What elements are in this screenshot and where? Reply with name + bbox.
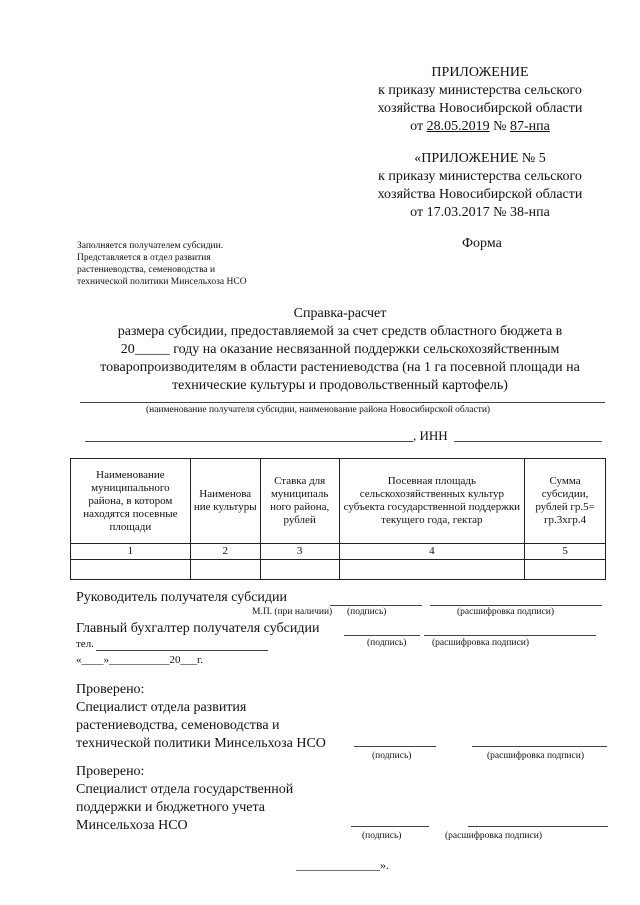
order-date: 28.05.2019 [426, 119, 490, 134]
filling-note [77, 240, 297, 288]
appendix5-line-2: к приказу министерства сельского [378, 169, 582, 184]
appendix5-line-3: хозяйства Новосибирской области [377, 187, 583, 202]
form-label: Форма [462, 236, 502, 251]
column-number: 1 [71, 544, 191, 560]
stamp-caption: М.П. (при наличии) [252, 607, 333, 617]
filling-note-line-2: Представляется в отдел развития [77, 253, 211, 263]
check1-signature-field[interactable] [354, 746, 436, 747]
head-signature-field[interactable] [330, 605, 422, 606]
table-header-row [71, 459, 606, 544]
accountant-name-field[interactable] [424, 635, 596, 636]
check2-line-3: поддержки и бюджетного учета [76, 800, 265, 815]
column-number: 5 [525, 544, 606, 560]
check1-line-4: технической политики Минсельхоза НСО [76, 736, 326, 751]
title-line-3: 20_____ году на оказание несвязанной поддержки сельскохозяйственным [120, 342, 560, 357]
header-rate: Ставка для муниципаль ного района, рублей [260, 459, 339, 544]
check1-line-2: Специалист отдела развития [76, 700, 247, 715]
header-area: Посевная площадь сельскохозяйственных культур субъекта государственной поддержки текущего года, гектар [339, 459, 525, 544]
appendix-line-4 [360, 118, 600, 136]
table-cell[interactable] [525, 560, 606, 580]
header-district: Наименование муниципального района, в котором находятся посевные площади [71, 459, 191, 544]
column-number: 2 [190, 544, 260, 560]
check2-line-4: Минсельхоза НСО [76, 818, 188, 833]
check2-name-field[interactable] [468, 826, 608, 827]
check2-label: Проверено: [76, 764, 145, 779]
inn-label: , ИНН [413, 428, 448, 443]
title-line-1: Справка-расчет [293, 306, 387, 321]
filling-note-line-1: Заполняется получателем субсидии. [77, 241, 224, 251]
table-row [71, 560, 606, 580]
column-number: 4 [339, 544, 525, 560]
title-line-4: товаропроизводителям в области растениеводства (на 1 га посевной площади на [100, 360, 580, 375]
check1-name-field[interactable] [472, 746, 607, 747]
head-label: Руководитель получателя субсидии [76, 590, 288, 605]
phone-field[interactable] [96, 650, 268, 651]
document-title [70, 305, 610, 395]
appendix5-line-4: от 17.03.2017 № 38-нпа [410, 205, 550, 220]
header-sum: Сумма субсидии, рублей гр.5= гр.3хгр.4 [525, 459, 606, 544]
check2-signature-field[interactable] [351, 826, 429, 827]
appendix-line-2: к приказу министерства сельского [378, 83, 582, 98]
filling-note-line-3: растениеводства, семеноводства и [77, 265, 216, 275]
table-cell[interactable] [260, 560, 339, 580]
table-cell[interactable] [339, 560, 525, 580]
header-crop: Наименова ние культуры [190, 459, 260, 544]
table-number-row [71, 544, 606, 560]
accountant-label: Главный бухгалтер получателя субсидии [76, 621, 320, 636]
signature-caption: (подпись) [372, 751, 412, 761]
name-caption: (расшифровка подписи) [432, 638, 529, 648]
table-cell[interactable] [71, 560, 191, 580]
inn-field[interactable] [454, 441, 602, 442]
appendix5-header [360, 150, 600, 222]
name-caption: (расшифровка подписи) [487, 751, 584, 761]
order-number: 87-нпа [509, 119, 550, 134]
order-number-sign: № [489, 119, 510, 134]
column-number: 3 [260, 544, 339, 560]
appendix-line-3: хозяйства Новосибирской области [377, 101, 583, 116]
appendix5-title: «ПРИЛОЖЕНИЕ № 5 [414, 151, 546, 166]
order-date-prefix: от [410, 119, 427, 134]
appendix-title: ПРИЛОЖЕНИЕ [431, 65, 529, 80]
title-line-2: размера субсидии, предоставляемой за счет средств областного бюджета в [117, 324, 563, 339]
closing-line: ______________». [296, 858, 389, 872]
accountant-signature-field[interactable] [344, 635, 420, 636]
calculation-table [70, 458, 606, 580]
signature-caption: (подпись) [347, 607, 387, 617]
check1-line-3: растениеводства, семеноводства и [76, 718, 280, 733]
recipient-name-field[interactable] [80, 402, 605, 403]
recipient-extra-field[interactable] [85, 441, 413, 442]
signature-caption: (подпись) [367, 638, 407, 648]
recipient-caption: (наименование получателя субсидии, наименование района Новосибирской области) [146, 405, 491, 415]
table-cell[interactable] [190, 560, 260, 580]
phone-label: тел. [76, 638, 94, 650]
appendix-header [360, 64, 600, 136]
name-caption: (расшифровка подписи) [445, 831, 542, 841]
check2-line-2: Специалист отдела государственной [76, 782, 294, 797]
name-caption: (расшифровка подписи) [457, 607, 554, 617]
head-name-field[interactable] [430, 605, 602, 606]
filling-note-line-4: технической политики Минсельхоза НСО [77, 277, 247, 287]
signature-caption: (подпись) [362, 831, 402, 841]
check1-label: Проверено: [76, 682, 145, 697]
title-line-5: технические культуры и продовольственный картофель) [172, 378, 508, 393]
date-line: «____»___________20___г. [76, 654, 204, 666]
